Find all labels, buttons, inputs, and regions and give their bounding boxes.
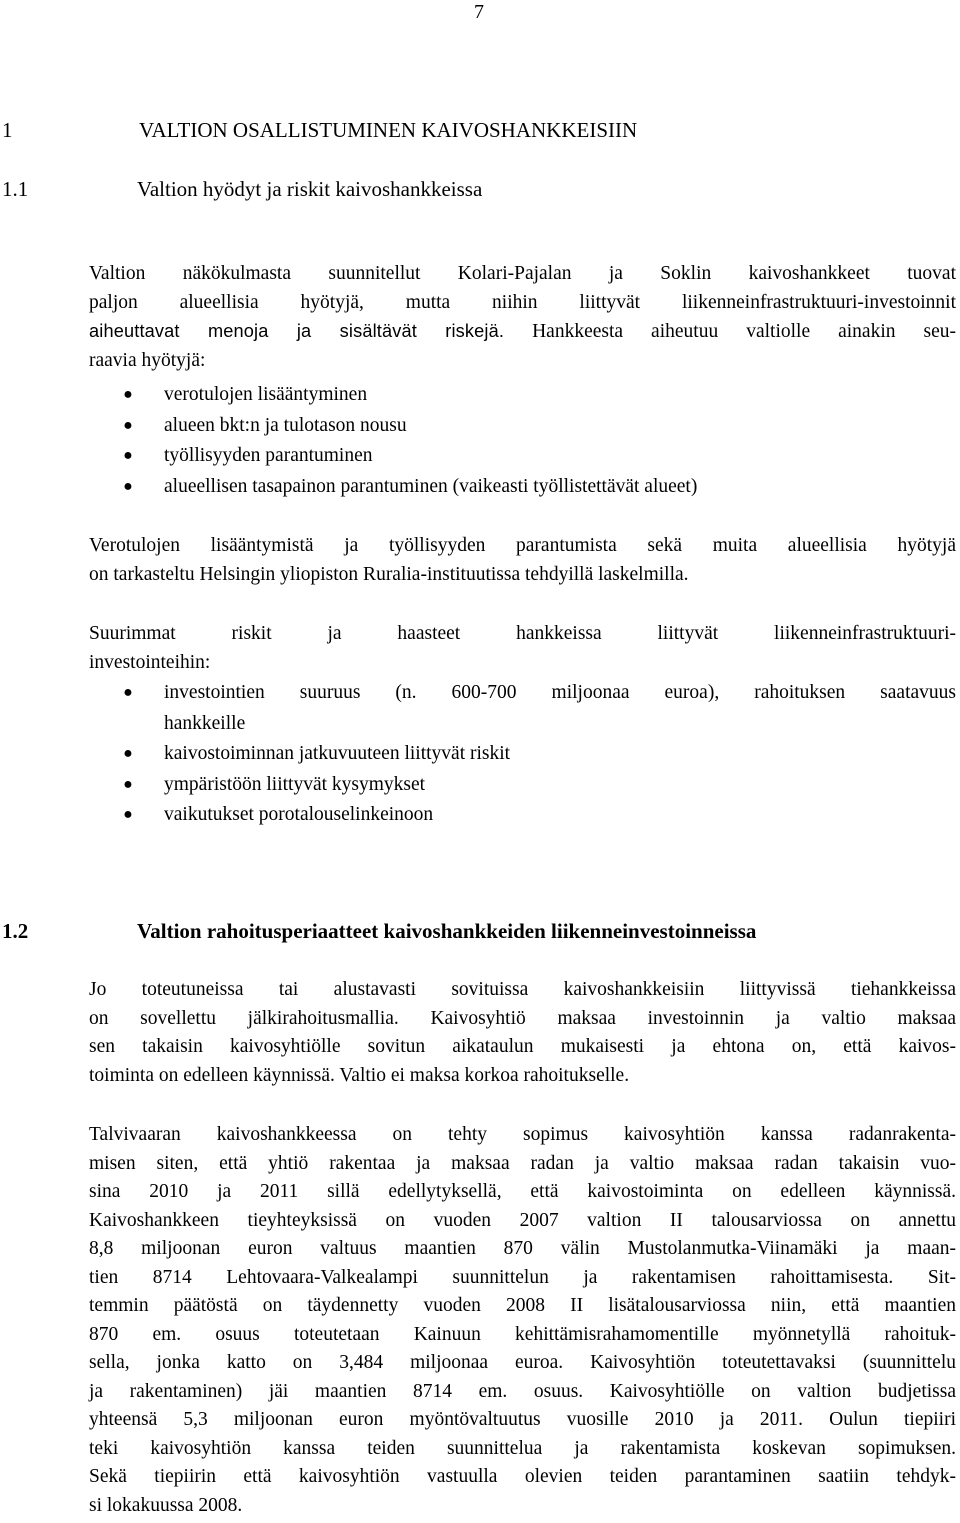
list-item-text: vaikutukset porotalouselinkeinoon (164, 804, 434, 825)
text-line: 8,8 miljoonan euron valtuus maantien 870 välin Mustolanmutka-Viinamäki ja maan- (89, 1238, 956, 1259)
list-item-text: ympäristöön liittyvät kysymykset (164, 773, 426, 795)
text-line: tien 8714 Lehtovaara-Valkealampi suunnittelun ja rakentamisen rahoittamisesta. Sit- (89, 1266, 956, 1288)
list-item-text: investointien suuruus (n. 600-700 miljoonaa euroa), rahoituksen saatavuus (164, 682, 956, 703)
list-item (89, 800, 956, 831)
list-item-text: työllisyyden parantuminen (164, 445, 373, 466)
list-item (89, 411, 956, 442)
heading-number: 1 (2, 118, 13, 142)
text-line: sen takaisin kaivosyhtiölle sovitun aikataulun mukaisesti ja ehtona on, että kaivos- (89, 1036, 956, 1057)
text-line: Talvivaaran kaivoshankkeessa on tehty sopimus kaivosyhtiön kanssa radanrakenta- (89, 1124, 956, 1145)
text-line: si lokakuussa 2008. (89, 1494, 243, 1516)
bullet-icon: ● (123, 806, 133, 823)
list-item (89, 678, 956, 739)
heading-title: Valtion hyödyt ja riskit kaivoshankkeissa (137, 177, 483, 201)
text-span: aiheuttavat menoja ja sisältävät riskejä. (89, 321, 505, 341)
text-line: misen siten, että yhtiö rakentaa ja maksaa radan ja valtio maksaa radan takaisin vuo- (89, 1152, 956, 1174)
talvivaara-paragraph (89, 1121, 956, 1520)
bullet-icon: ● (123, 477, 133, 495)
financing-paragraph (89, 976, 956, 1090)
bullet-icon: ● (123, 447, 133, 464)
text-line: Jo toteutuneissa tai alustavasti sovituissa kaivoshankkeisiin liittyvissä tiehankkeissa (89, 979, 956, 1000)
benefits-list (89, 380, 956, 502)
text-line: temmin päätöstä on täydennetty vuoden 2008 II lisätalousarviossa niin, että maantien (89, 1295, 956, 1316)
heading-section-1-1 (2, 176, 902, 202)
heading-number: 1.2 (2, 919, 29, 943)
text-line: sina 2010 ja 2011 sillä edellytyksellä, että kaivostoiminta on edelleen käynnissä. (89, 1181, 956, 1202)
tax-paragraph (89, 532, 956, 589)
list-item-text: verotulojen lisääntyminen (164, 384, 368, 405)
heading-chapter-1 (2, 117, 902, 143)
list-item (89, 472, 956, 503)
text-line: teki kaivosyhtiön kanssa teiden suunnittelua ja rakentamista koskevan sopimuksen. (89, 1437, 956, 1459)
text-line: on tarkasteltu Helsingin yliopiston Ruralia-instituutissa tehdyillä laskelmilla. (89, 563, 689, 585)
bullet-icon: ● (123, 684, 133, 701)
text-line: investointeihin: (89, 651, 211, 673)
text-line: Kaivoshankkeen tieyhteyksissä on vuoden 2007 valtion II talousarviossa on annettu (89, 1209, 956, 1231)
page-number: 7 (474, 1, 484, 23)
bullet-icon: ● (123, 745, 133, 762)
list-item (89, 441, 956, 472)
text-line (89, 317, 956, 347)
bullet-icon: ● (123, 386, 133, 403)
text-line: 870 em. osuus toteutetaan Kainuun kehittämisrahamomentille myönnetyllä rahoituk- (89, 1323, 956, 1345)
text-line: Sekä tiepiirin että kaivosyhtiön vastuulla olevien teiden parantaminen saatiin tehdyk- (89, 1466, 956, 1487)
text-line: Verotulojen lisääntymistä ja työllisyyden parantumista sekä muita alueellisia hyötyjä (89, 535, 956, 556)
text-line: Valtion näkökulmasta suunnitellut Kolari-Pajalan ja Soklin kaivoshankkeet tuovat (89, 263, 956, 284)
text-line: sella, jonka katto on 3,484 miljoonaa euroa. Kaivosyhtiön toteutettavaksi (suunnittelu (89, 1352, 956, 1373)
heading-title: VALTION OSALLISTUMINEN KAIVOSHANKKEISIIN (139, 118, 638, 142)
intro-paragraph (89, 260, 956, 375)
text-line: paljon alueellisia hyötyjä, mutta niihin liittyvät liikenneinfrastruktuuri-investoinnit (89, 291, 956, 313)
text-line: raavia hyötyjä: (89, 349, 206, 371)
risks-paragraph (89, 620, 956, 677)
text-line: ja rakentaminen) jäi maantien 8714 em. osuus. Kaivosyhtiölle on valtion budjetissa (89, 1380, 956, 1402)
list-item-text: hankkeille (164, 712, 246, 734)
list-item-text: kaivostoiminnan jatkuvuuteen liittyvät riskit (164, 743, 511, 764)
text-line: Suurimmat riskit ja haasteet hankkeissa liittyvät liikenneinfrastruktuuri- (89, 623, 956, 644)
heading-title: Valtion rahoitusperiaatteet kaivoshankkeiden liikenneinvestoinneissa (137, 919, 757, 943)
bullet-icon: ● (123, 416, 133, 434)
heading-number: 1.1 (2, 177, 29, 201)
text-line: yhteensä 5,3 miljoonan euron myöntövaltuutus vuosille 2010 ja 2011. Oulun tiepiiri (89, 1409, 956, 1430)
text-span: Hankkeesta aiheutuu valtiolle ainakin seu- (504, 321, 956, 342)
text-line: toiminta on edelleen käynnissä. Valtio ei maksa korkoa rahoitukselle. (89, 1064, 630, 1086)
list-item (89, 380, 956, 411)
risks-list (89, 678, 956, 831)
list-item (89, 770, 956, 801)
bullet-icon: ● (123, 775, 133, 793)
list-item-text: alueellisen tasapainon parantuminen (vaikeasti työllistettävät alueet) (164, 475, 698, 497)
list-item-text: alueen bkt:n ja tulotason nousu (164, 414, 407, 436)
list-item (89, 739, 956, 770)
heading-section-1-2 (2, 918, 902, 944)
text-line: on sovellettu jälkirahoitusmallia. Kaivosyhtiö maksaa investoinnin ja valtio maksaa (89, 1007, 956, 1029)
